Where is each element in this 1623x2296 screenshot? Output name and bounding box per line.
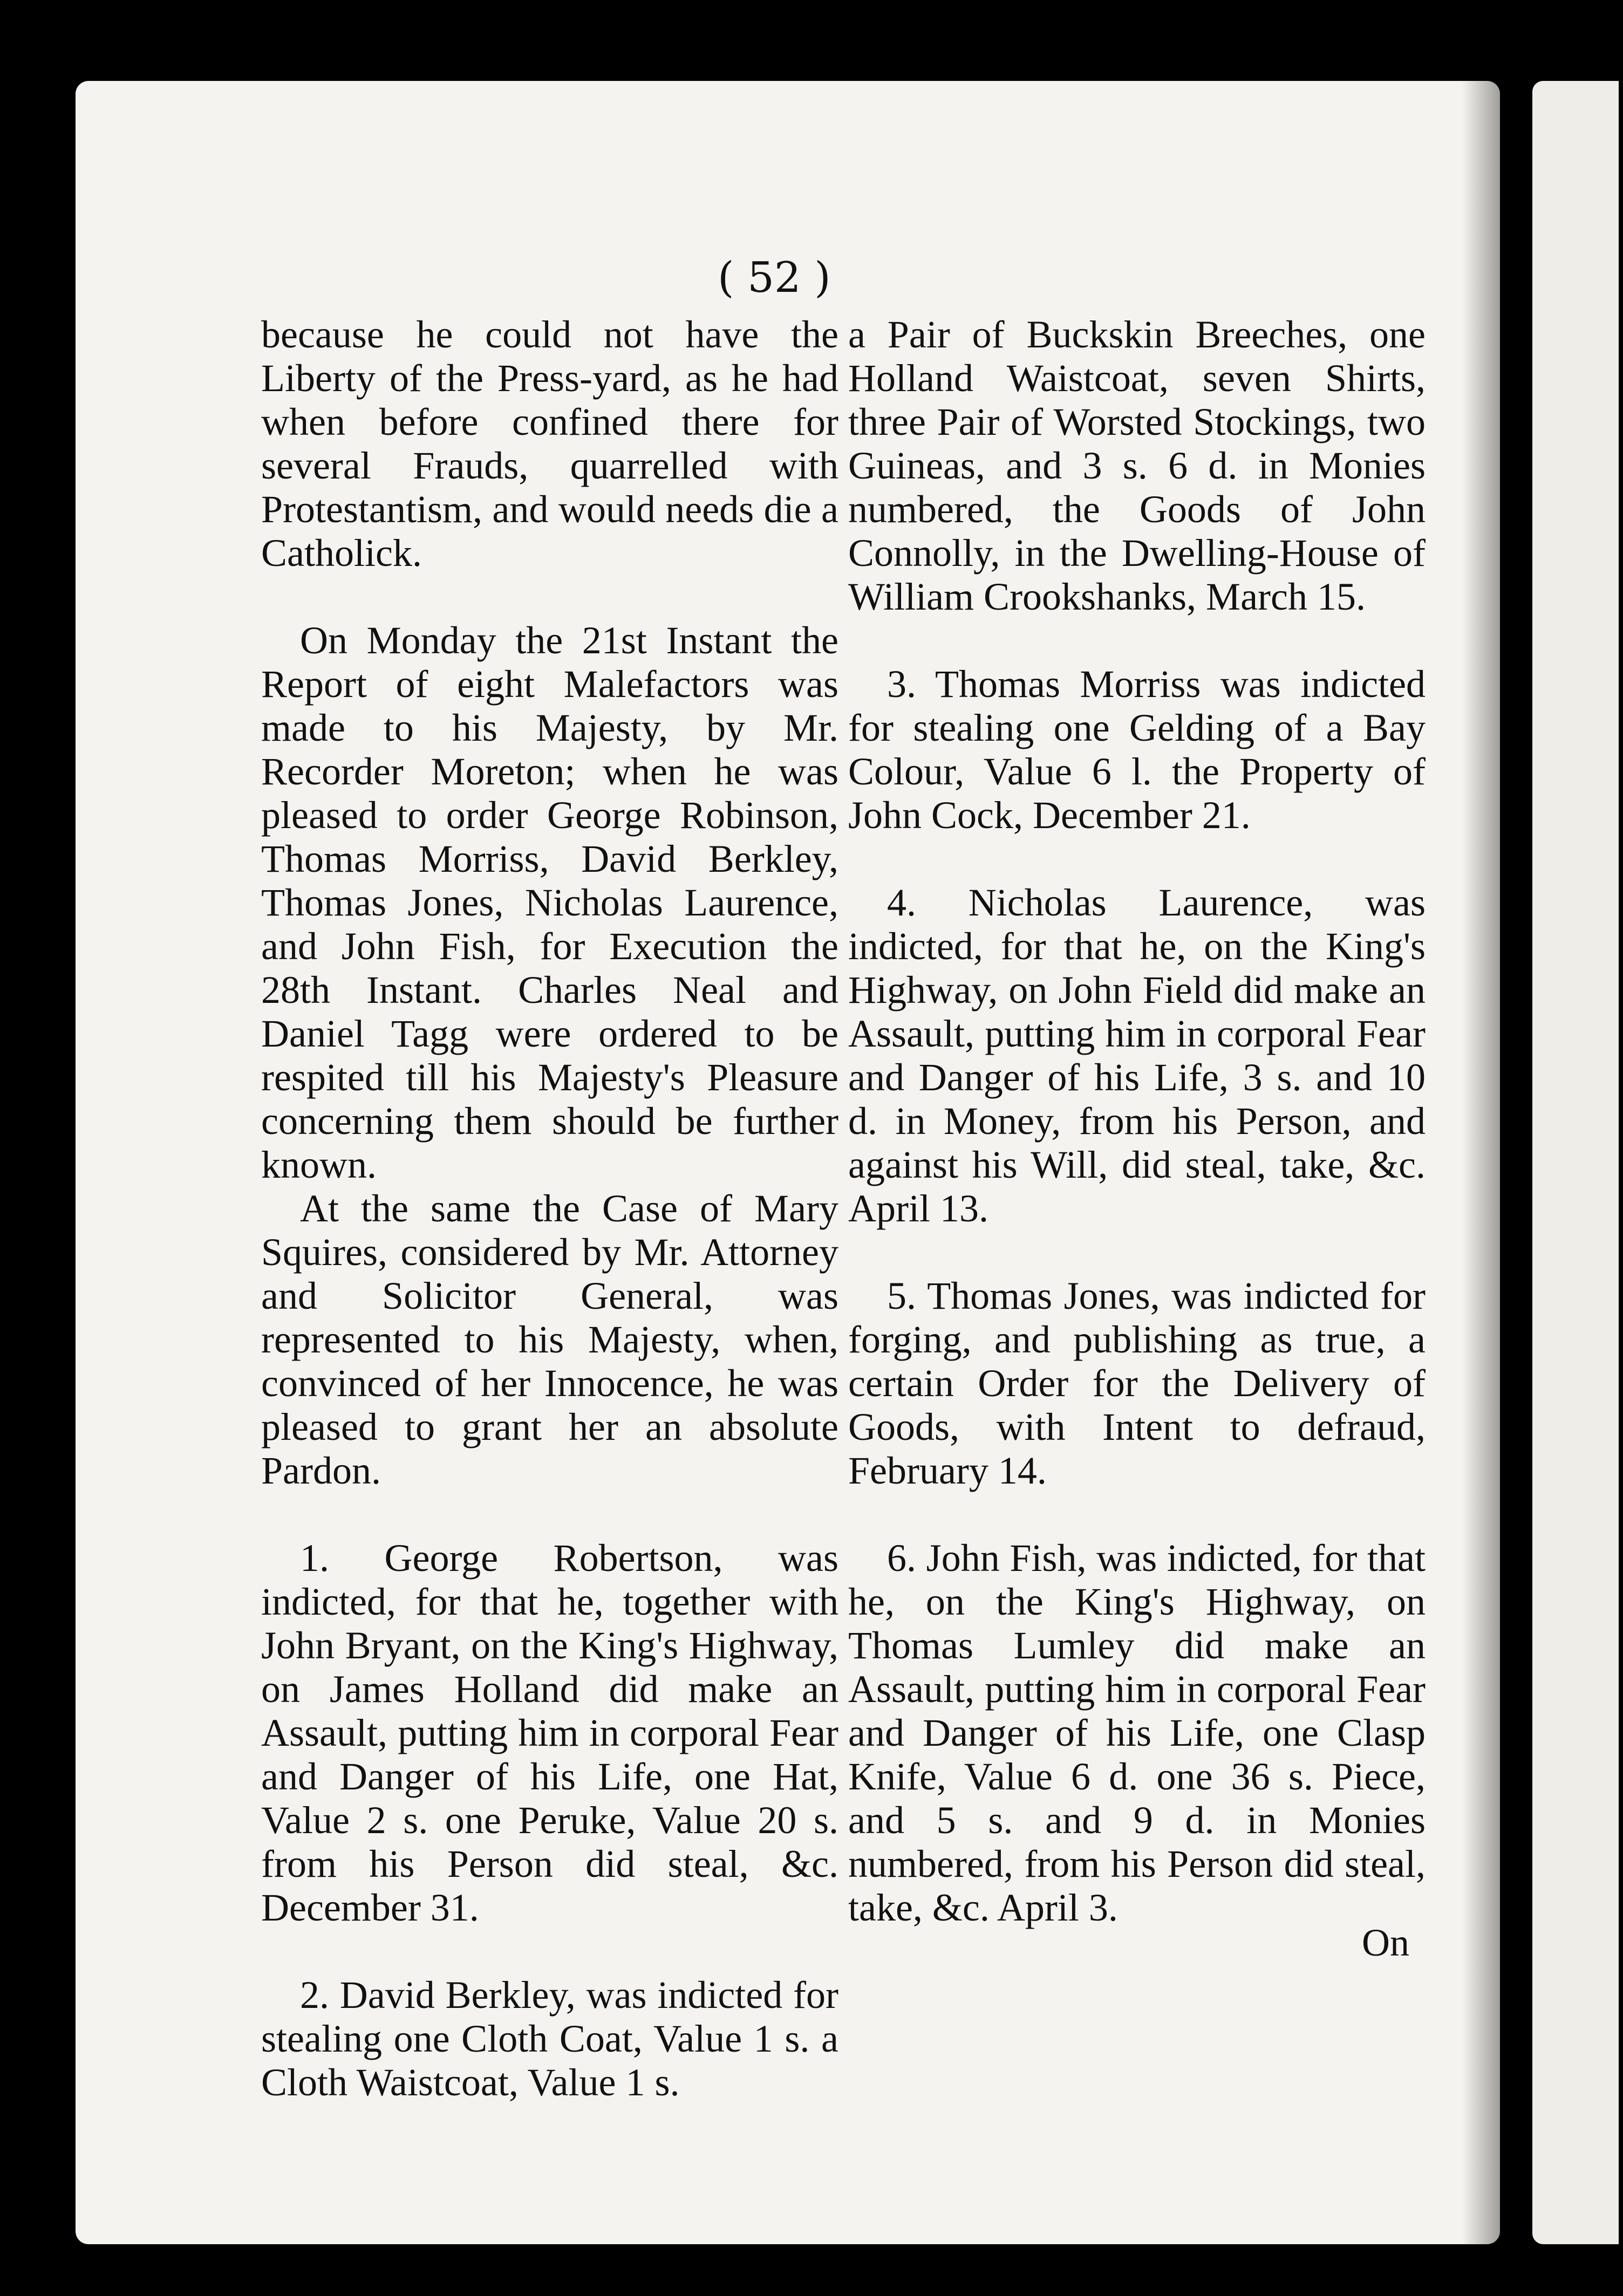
page-number: ( 52 ) bbox=[718, 254, 831, 302]
paragraph: because he could not have the Liberty of the Press-yard, as he had when before confined there for several Frauds, quarrelled with Protestantism, and would needs die a Catholick. bbox=[261, 313, 838, 575]
right-column bbox=[848, 313, 1426, 1930]
paragraph: On Monday the 21st Instant the Report of eight Malefactors was made to his Majesty, by Mr. Recorder Moreton; when he was pleased to order George Robinson, Thomas Morriss, David Berkley, Thomas Jones, Nicholas Laurence, and John Fish, for Execution the 28th Instant. Charles Neal and Daniel Tagg were ordered to be respited till his Majesty's Pleasure concerning them should be further known. bbox=[261, 619, 838, 1186]
paragraph: At the same the Case of Mary Squires, considered by Mr. Attorney and Solicitor General, was represented to his Majesty, when, convinced of her Innocence, he was pleased to grant her an absolute Pardon. bbox=[261, 1187, 838, 1492]
paragraph: 1. George Robertson, was indicted, for that he, together with John Bryant, on the King's Highway, on James Holland did make an Assault, putting him in corporal Fear and Danger of his Life, one Hat, Value 2 s. one Peruke, Value 20 s. from his Person did steal, &c. December 31. bbox=[261, 1536, 838, 1929]
paragraph: 4. Nicholas Laurence, was indicted, for that he, on the King's Highway, on John Field did make an Assault, putting him in corporal Fear and Danger of his Life, 3 s. and 10 d. in Money, from his Person, and against his Will, did steal, take, &c. April 13. bbox=[848, 881, 1426, 1230]
gutter-shadow bbox=[1462, 81, 1500, 2244]
adjacent-page-edge bbox=[1532, 81, 1619, 2244]
paragraph: 6. John Fish, was indicted, for that he, on the King's Highway, on Thomas Lumley did make an Assault, putting him in corporal Fear and Danger of his Life, one Clasp Knife, Value 6 d. one 36 s. Piece, and 5 s. and 9 d. in Monies numbered, from his Person did steal, take, &c. April 3. bbox=[848, 1536, 1426, 1929]
left-column bbox=[261, 313, 838, 2104]
catchword: On bbox=[1362, 1921, 1409, 1964]
paragraph: a Pair of Buckskin Breeches, one Holland Waistcoat, seven Shirts, three Pair of Worsted Stockings, two Guineas, and 3 s. 6 d. in Monies numbered, the Goods of John Connolly, in the Dwelling-House of William Crookshanks, March 15. bbox=[848, 313, 1426, 618]
paragraph: 5. Thomas Jones, was indicted for forging, and publishing as true, a certain Order for the Delivery of Goods, with Intent to defraud, February 14. bbox=[848, 1274, 1426, 1492]
paragraph: 3. Thomas Morriss was indicted for stealing one Gelding of a Bay Colour, Value 6 l. the Property of John Cock, December 21. bbox=[848, 662, 1426, 837]
paragraph: 2. David Berkley, was indicted for stealing one Cloth Coat, Value 1 s. a Cloth Waistcoat, Value 1 s. bbox=[261, 1973, 838, 2104]
